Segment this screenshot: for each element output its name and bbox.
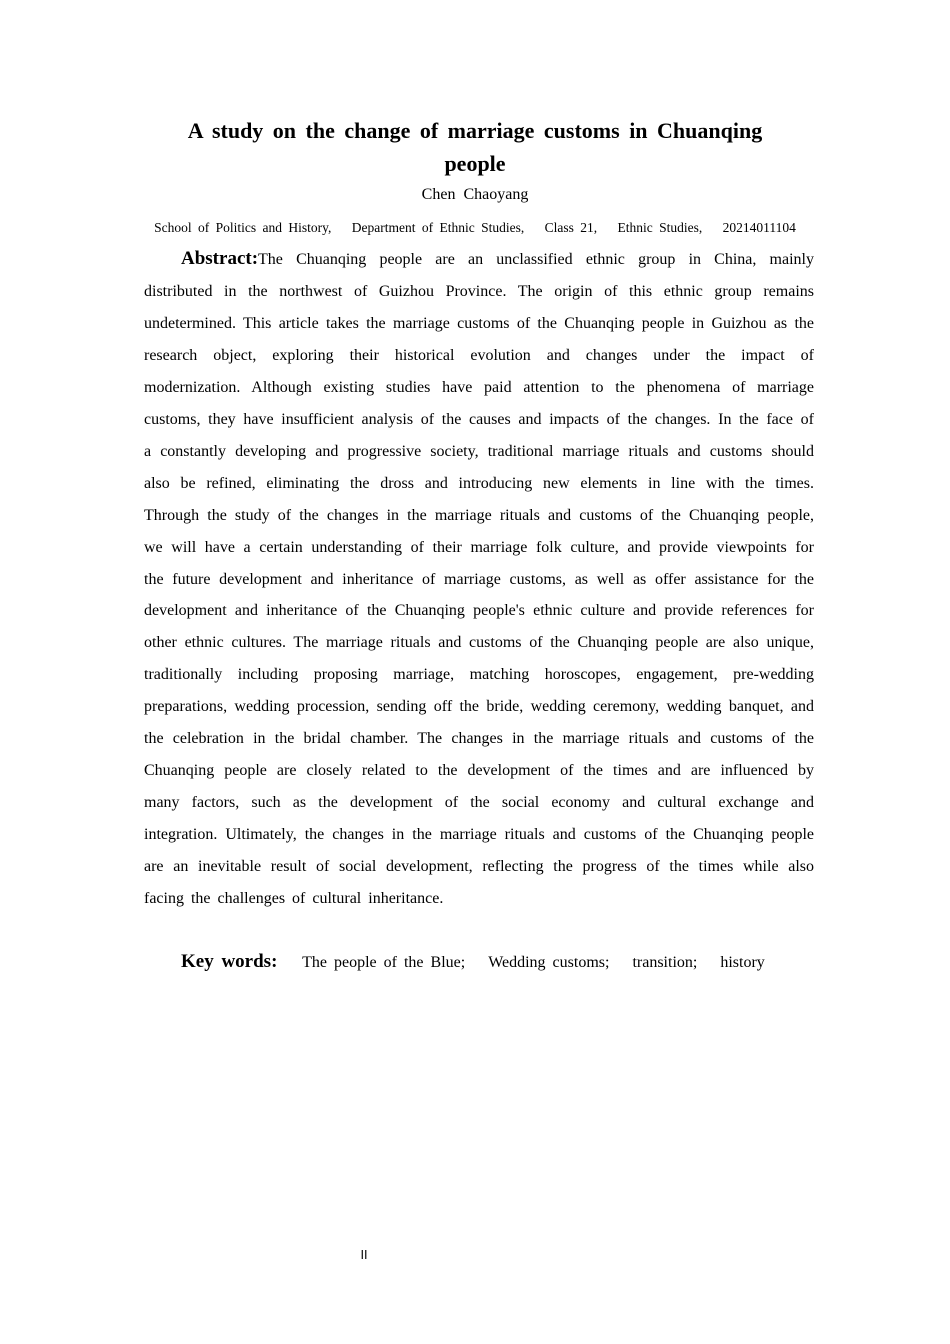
keyword-item: The people of the Blue; (302, 954, 466, 971)
paper-title: A study on the change of marriage customs in Chuanqing people (187, 118, 763, 176)
affiliation-class: Class 21, (544, 220, 598, 235)
page-number: II (360, 1248, 368, 1262)
keyword-item: history (720, 954, 765, 971)
keyword-item: transition; (632, 954, 698, 971)
author-name: Chen Chaoyang (421, 186, 529, 203)
affiliation-student-id: 20214011104 (722, 220, 796, 235)
keyword-item: Wedding customs; (488, 954, 610, 971)
keywords-label: Key words: (181, 951, 278, 972)
keywords-line (181, 946, 821, 979)
affiliation-department: Department of Ethnic Studies, (351, 220, 525, 235)
abstract-paragraph (144, 243, 814, 915)
abstract-text: The Chuanqing people are an unclassified ethnic group in China, mainly distributed in the northwest of Guizhou Province. The origin of this ethnic group remains undetermined. This article takes the marriage customs of the Chuanqing people in Guizhou as the research object, exploring their historical evolution and changes under the impact of modernization. Although existing studies have paid attention to the phenomena of marriage customs, they have insufficient analysis of the causes and impacts of the changes. In the face of a constantly developing and progressive society, traditional marriage rituals and customs should also be refined, eliminating the dross and introducing new elements in line with the times. Through the study of the changes in the marriage rituals and customs of the Chuanqing people, we will have a certain understanding of their marriage folk culture, and provide viewpoints for the future development and inheritance of marriage customs, as well as offer assistance for the development and inheritance of the Chuanqing people's ethnic culture and provide references for other ethnic cultures. The marriage rituals and customs of the Chuanqing people are also unique, traditionally including proposing marriage, matching horoscopes, engagement, pre-wedding preparations, wedding procession, sending off the bride, wedding ceremony, wedding banquet, and the celebration in the bridal chamber. The changes in the marriage rituals and customs of the Chuanqing people are closely related to the development of the times and are influenced by many factors, such as the development of the social economy and cultural exchange and integration. Ultimately, the changes in the marriage rituals and customs of the Chuanqing people are an inevitable result of social development, reflecting the progress of the times while also facing the challenges of cultural inheritance. (144, 251, 814, 908)
affiliation-major: Ethnic Studies, (617, 220, 703, 235)
abstract-label: Abstract: (181, 248, 259, 269)
affiliation-school: School of Politics and History, (154, 220, 332, 235)
author-affiliation (0, 218, 950, 238)
